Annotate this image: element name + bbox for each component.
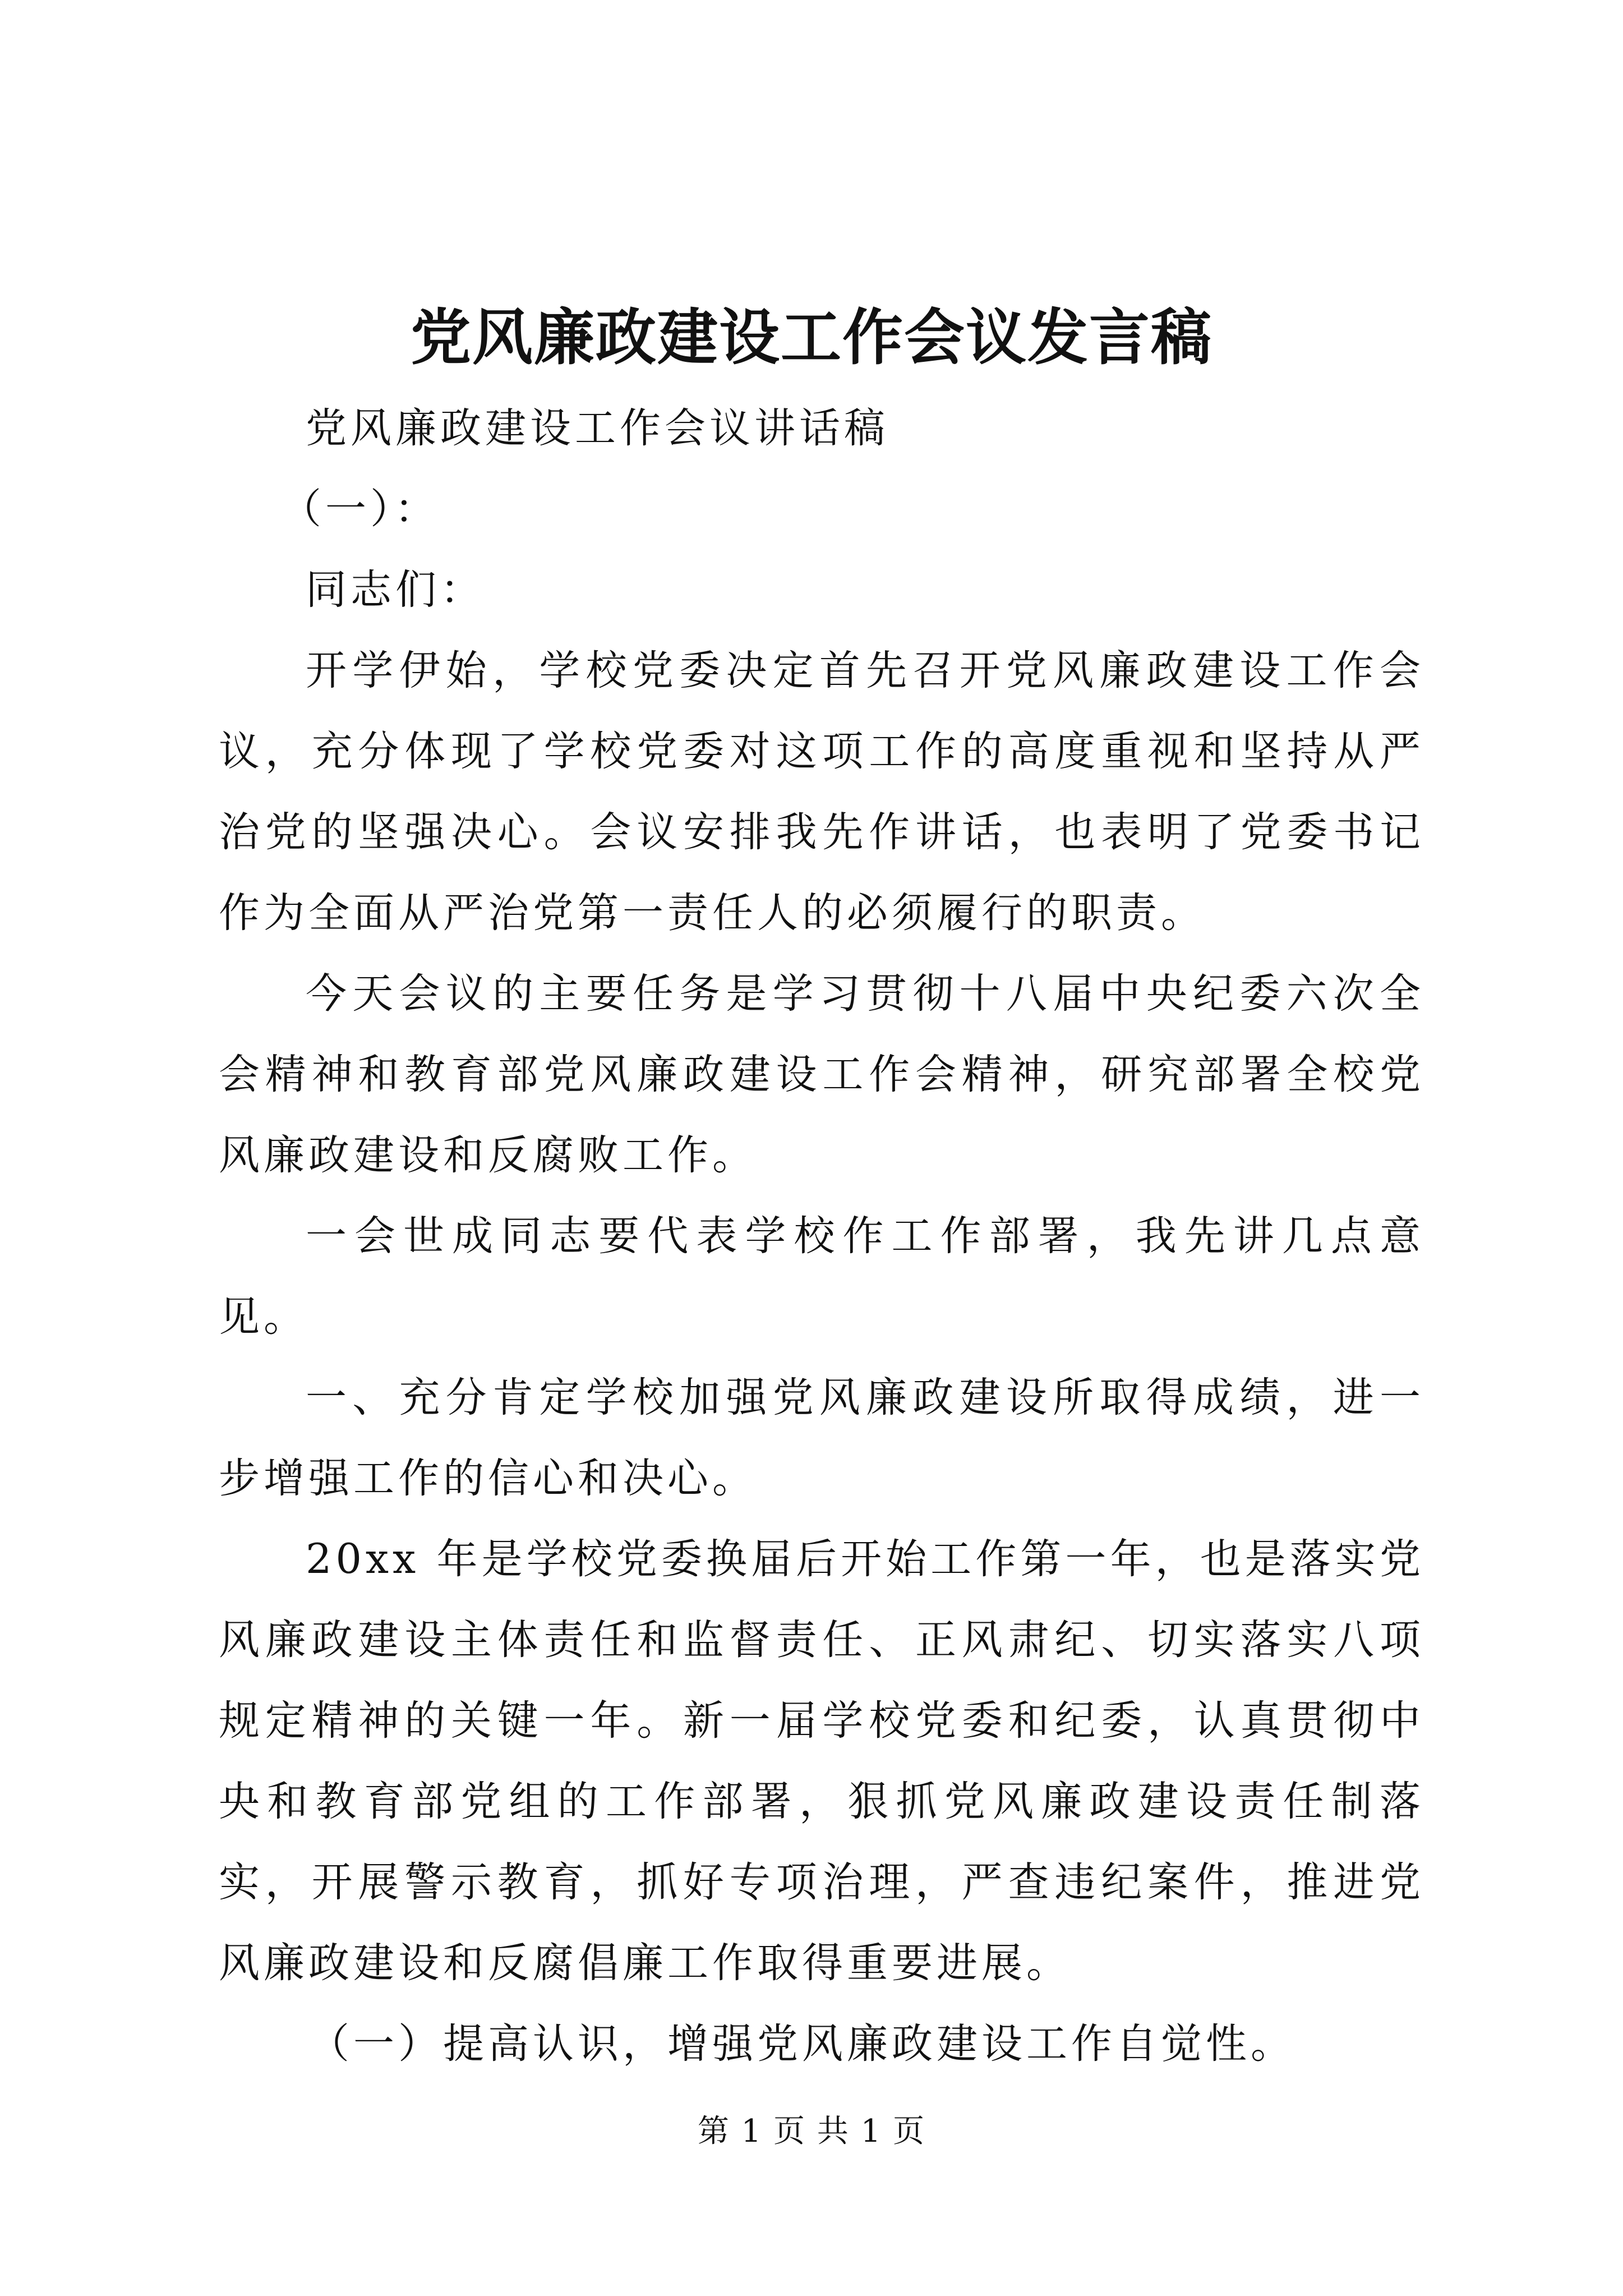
document-title: 党风廉政建设工作会议发言稿 [410,302,1212,373]
subtitle-paragraph: 党风廉政建设工作会议讲话稿 [306,404,889,452]
body-paragraph: 开学伊始，学校党委决定首先召开党风廉政建设工作会议，充分体现了学校党委对这项工作的高度重视和坚持从严治党的坚强决心。会议安排我先作讲话，也表明了党委书记作为全面从严治党第一责任人的必须履行的职责。 [219,647,1424,937]
salutation-paragraph: 同志们： [306,566,485,614]
body-paragraph: 20xx 年是学校党委换届后开始工作第一年，也是落实党风廉政建设主体责任和监督责任、正风肃纪、切实落实八项规定精神的关键一年。新一届学校党委和纪委，认真贯彻中央和教育部党组的工作部署，狠抓党风廉政建设责任制落实，开展警示教育，抓好专项治理，严查违纪案件，推进党风廉政建设和反腐倡廉工作取得重要进展。 [219,1535,1424,1987]
section-marker-paragraph: （一）： [280,485,440,533]
document-body [219,388,1424,2085]
subsection-heading-paragraph: （一）提高认识，增强党风廉政建设工作自觉性。 [308,2020,1295,2068]
section-heading-paragraph: 一、充分肯定学校加强党风廉政建设所取得成绩，进一步增强工作的信心和决心。 [219,1374,1424,1502]
body-paragraph: 今天会议的主要任务是学习贯彻十八届中央纪委六次全会精神和教育部党风廉政建设工作会精神，研究部署全校党风廉政建设和反腐败工作。 [219,970,1424,1179]
body-paragraph: 一会世成同志要代表学校作工作部署，我先讲几点意见。 [219,1212,1424,1341]
page-footer: 第 1 页 共 1 页 [697,2113,926,2150]
